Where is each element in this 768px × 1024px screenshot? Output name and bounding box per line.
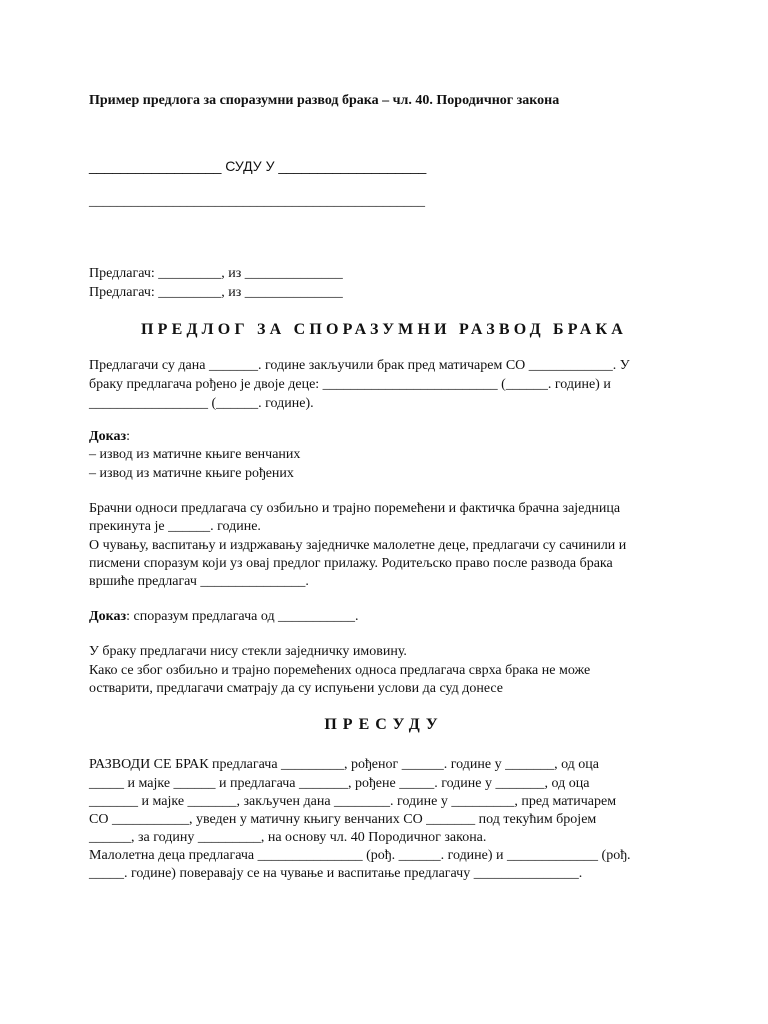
court-line: _________________ СУДУ У ___________________ bbox=[89, 158, 427, 174]
paragraph-line: ______, за годину _________, на основу чл. 40 Породичног закона. bbox=[89, 830, 487, 845]
document-title: Пример предлога за споразумни развод брака – чл. 40. Породичног закона bbox=[89, 93, 560, 108]
proposal-heading: ПРЕДЛОГ ЗА СПОРАЗУМНИ РАЗВОД БРАКА bbox=[140, 321, 628, 338]
blank-line: ________________________________________________ bbox=[89, 194, 425, 209]
paragraph-line: _____. године) поверавају се на чување и васпитање предлагачу _______________. bbox=[89, 866, 583, 881]
paragraph-line: писмени споразум који уз овај предлог прилажу. Родитељско право после развода брака bbox=[89, 556, 613, 571]
paragraph-line: _________________ (______. године). bbox=[89, 396, 314, 411]
paragraph-line: РАЗВОДИ СЕ БРАК предлагача _________, рођеног ______. године у _______, од оца bbox=[89, 757, 599, 772]
paragraph-line: _______ и мајке _______, закључен дана ________. године у _________, пред матичарем bbox=[89, 794, 617, 809]
paragraph-line: У браку предлагачи нису стекли заједничку имовину. bbox=[89, 644, 407, 659]
paragraph-line: Малолетна деца предлагача _______________ (рођ. ______. године) и _____________ (рођ. bbox=[89, 848, 631, 863]
paragraph-line: остварити, предлагачи сматрају да су испуњени услови да суд донесе bbox=[89, 681, 503, 696]
paragraph-line: браку предлагача рођено је двоје деце: _________________________ (______. године) и bbox=[89, 377, 611, 392]
paragraph-line: вршиће предлагач _______________. bbox=[89, 574, 309, 589]
proof-label: Доказ bbox=[89, 429, 127, 444]
proof-text: : споразум предлагача од ___________. bbox=[126, 609, 359, 624]
paragraph-line: Брачни односи предлагача су озбиљно и трајно поремећени и фактичка брачна заједница bbox=[89, 501, 621, 516]
applicant-line-2: Предлагач: _________, из ______________ bbox=[89, 285, 343, 300]
applicant-line-1: Предлагач: _________, из ______________ bbox=[89, 266, 343, 281]
paragraph-line: СО ___________, уведен у матичну књигу венчаних СО _______ под текућим бројем bbox=[89, 812, 597, 827]
proof-label: Доказ bbox=[89, 609, 127, 624]
proof-2 bbox=[89, 608, 359, 626]
proof-item: – извод из матичне књиге венчаних bbox=[89, 447, 301, 462]
paragraph-line: Како се због озбиљно и трајно поремећених односа предлагача сврха брака не може bbox=[89, 663, 591, 678]
paragraph-line: _____ и мајке ______ и предлагача _______, рођене _____. године у _______, од оца bbox=[89, 776, 590, 791]
proof-colon: : bbox=[126, 429, 131, 444]
verdict-heading: ПРЕСУДУ bbox=[324, 716, 444, 733]
proof-1 bbox=[89, 428, 130, 446]
proof-item: – извод из матичне књиге рођених bbox=[89, 466, 294, 481]
paragraph-line: прекинута је ______. године. bbox=[89, 519, 261, 534]
paragraph-line: Предлагачи су дана _______. године закључили брак пред матичарем СО ____________. У bbox=[89, 358, 630, 373]
paragraph-line: О чувању, васпитању и издржавању заједничке малолетне деце, предлагачи су сачинили и bbox=[89, 538, 627, 553]
